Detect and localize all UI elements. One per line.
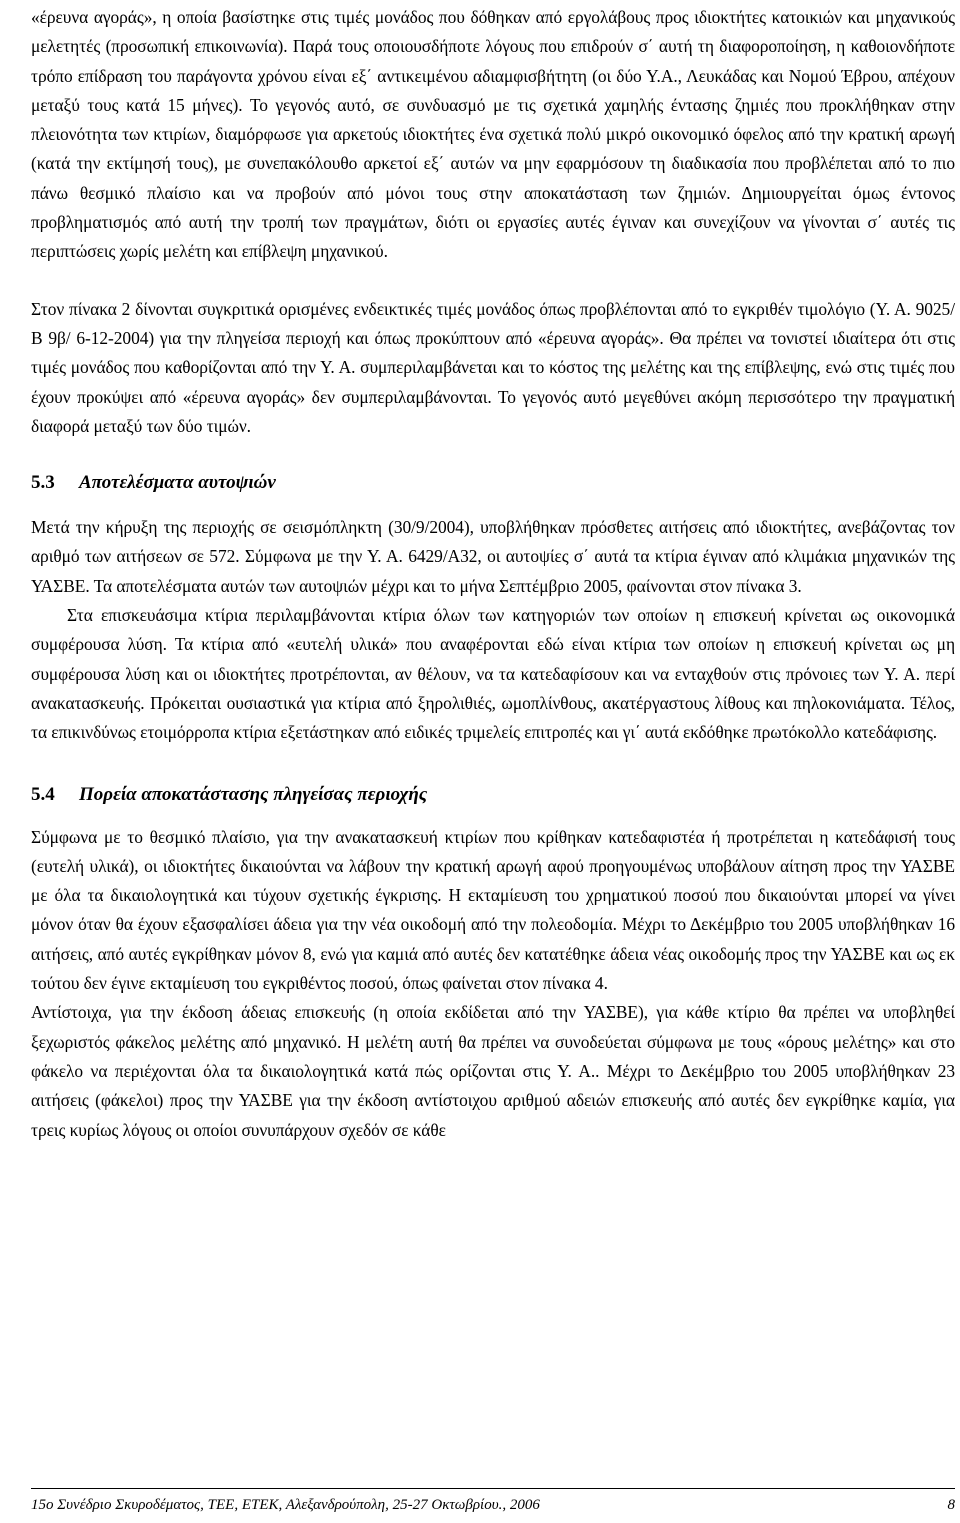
paragraph-inspection-results: Μετά την κήρυξη της περιοχής σε σεισμόπληκτη (30/9/2004), υποβλήθηκαν πρόσθετες αιτήσεις από ιδιοκτήτες, ανεβάζοντας τον αριθμό των αιτήσεων σε 572. Σύμφωνα με την Υ. Α. 6429/Α32, οι αυτοψίες σ΄ αυτά τα κτίρια έγιναν από κλιμάκια μηχανικών της ΥΑΣΒΕ. Τα αποτελέσματα αυτών των αυτοψιών μέχρι και το μήνα Σεπτέμβριο 2005, φαίνονται στον πίνακα 3. [31, 517, 955, 596]
document-page [31, 0, 955, 1145]
paragraph-repair-permits: Αντίστοιχα, για την έκδοση άδειας επισκευής (η οποία εκδίδεται από την ΥΑΣΒΕ), για κάθε κτίριο θα πρέπει να υποβληθεί ξεχωριστός φάκελος μελέτης από μηχανικό. Η μελέτη αυτή θα πρέπει να συνοδεύεται σύμφωνα με τους «όρους μελέτης» και στο φάκελο να περιέχονται όλα τα δικαιολογητικά κατά πώς ορίζονται στις Υ. Α.. Μέχρι το Δεκέμβριο του 2005 υποβλήθηκαν 23 αιτήσεις (φάκελοι) προς την ΥΑΣΒΕ για την έκδοση αντίστοιχου αριθμού αδειών επισκευής από αυτές δεν εγκρίθηκε καμία, για τρεις κυρίως λόγους οι οποίοι συνυπάρχουν σχεδόν σε κάθε [31, 1002, 955, 1140]
section-number: 5.3 [31, 472, 55, 494]
paragraph-market-research: «έρευνα αγοράς», η οποία βασίστηκε στις τιμές μονάδος που δόθηκαν από εργολάβους προς ιδιοκτήτες κατοικιών και μηχανικούς μελετητές (προσωπική επικοινωνία). Παρά τους οποιουσδήποτε λόγους που επιδρούν σ΄ αυτή τη διαφοροποίηση, η καθοιονδήποτε τρόπο επίδραση του παράγοντα χρόνου είναι εξ΄ αντικειμένου αδιαμφισβήτητη (οι δύο Υ.Α., Λευκάδας και Νομού Έβρου, απέχουν μεταξύ τους κατά 15 μήνες). Το γεγονός αυτό, σε συνδυασμό με τις σχετικά χαμηλής έντασης ζημιές που προκλήθηκαν στην πλειονότητα των κτιρίων, διαμόρφωσε για αρκετούς ιδιοκτήτες ένα σχετικά πολύ μικρό οικονομικό όφελος από την κρατική αρωγή (κατά την εκτίμησή τους), με συνεπακόλουθο αρκετοί εξ΄ αυτών να μην εφαρμόσουν τη διαδικασία που προβλέπεται από το πιο πάνω θεσμικό πλαίσιο και να προβούν από μόνοι τους στην αποκατάσταση των ζημιών. Δημιουργείται όμως έντονος προβληματισμός από αυτή την τροπή των πραγμάτων, διότι οι εργασίες αυτές έγιναν και συνεχίζουν να γίνονται σ΄ αυτές τις περιπτώσεις χωρίς μελέτη και επίβλεψη μηχανικού. [31, 7, 955, 262]
section-title: Πορεία αποκατάστασης πληγείσας περιοχής [79, 783, 428, 805]
section-number: 5.4 [31, 783, 55, 805]
section-heading-5-4 [31, 780, 955, 809]
paragraph-reconstruction-process: Σύμφωνα με το θεσμικό πλαίσιο, για την ανακατασκευή κτιρίων που κρίθηκαν κατεδαφιστέα ή προτρέπεται η κατεδάφισή τους (ευτελή υλικά), οι ιδιοκτήτες δικαιούνται να λάβουν την κρατική αρωγή αφού προηγουμένως υποβάλουν αίτηση προς την ΥΑΣΒΕ με όλα τα δικαιολογητικά και τύχουν σχετικής έγκρισης. Η εκταμίευση του χρηματικού ποσού που δικαιούνται μπορεί να γίνει μόνον όταν θα έχουν εξασφαλίσει άδεια για την νέα οικοδομή από την πολεοδομία. Μέχρι το Δεκέμβριο του 2005 υποβλήθηκαν 16 αιτήσεις, από αυτές εγκρίθηκαν μόνον 8, ενώ για καμιά από αυτές δεν κατατέθηκε άδεια νέας οικοδομής προς την ΥΑΣΒΕ και ως εκ τούτου δεν έγινε εκταμίευση του εγκριθέντος ποσού, όπως φαίνεται στον πίνακα 4. [31, 826, 955, 994]
section-heading-5-3 [31, 468, 955, 497]
footer-conference: 15ο Συνέδριο Σκυροδέματος, ΤΕΕ, ΕΤΕΚ, Αλεξανδρούπολη, 25-27 Οκτωβρίου., 2006 [31, 1497, 540, 1513]
page-number: 8 [947, 1497, 955, 1513]
page-footer [31, 1488, 955, 1515]
paragraph-table2-comparison: Στον πίνακα 2 δίνονται συγκριτικά ορισμένες ενδεικτικές τιμές μονάδος όπως προβλέπονται από το εγκριθέν τιμολόγιο (Υ. Α. 9025/Β 9β/ 6-12-2004) για την πληγείσα περιοχή και όπως προκύπτουν από «έρευνα αγοράς». Θα πρέπει να τονιστεί ιδιαίτερα ότι στις τιμές μονάδος που καθορίζονται από την Υ. Α. συμπεριλαμβάνεται και το κόστος της μελέτης και της επίβλεψης, ενώ στις τιμές που έχουν προκύψει από «έρευνα αγοράς» δεν συμπεριλαμβάνονται. Το γεγονός αυτό μεγεθύνει ακόμη περισσότερο την πραγματική διαφορά μεταξύ των δύο τιμών. [31, 298, 955, 436]
paragraph-repairable-buildings: Στα επισκευάσιμα κτίρια περιλαμβάνονται κτίρια όλων των κατηγοριών των οποίων η επισκευή κρίνεται ως οικονομικά συμφέρουσα λύση. Τα κτίρια από «ευτελή υλικά» που αναφέρονται εδώ είναι κτίρια των οποίων η επισκευή κρίνεται ως μη συμφέρουσα λύση και οι ιδιοκτήτες προτρέπονται, αν θέλουν, να τα κατεδαφίσουν και να ενταχθούν στις πρόνοιες των Υ. Α. περί ανακατασκευής. Πρόκειται ουσιαστικά για κτίρια από ξηρολιθιές, ωμοπλίνθους, ακατέργαστους λίθους και πηλοκονιάματα. Τέλος, τα επικινδύνως ετοιμόρροπα κτίρια εξετάστηκαν από ειδικές τριμελείς επιτροπές και γι΄ αυτά εκδόθηκε πρωτόκολλο κατεδάφισης. [31, 605, 955, 743]
section-title: Αποτελέσματα αυτοψιών [79, 472, 276, 494]
